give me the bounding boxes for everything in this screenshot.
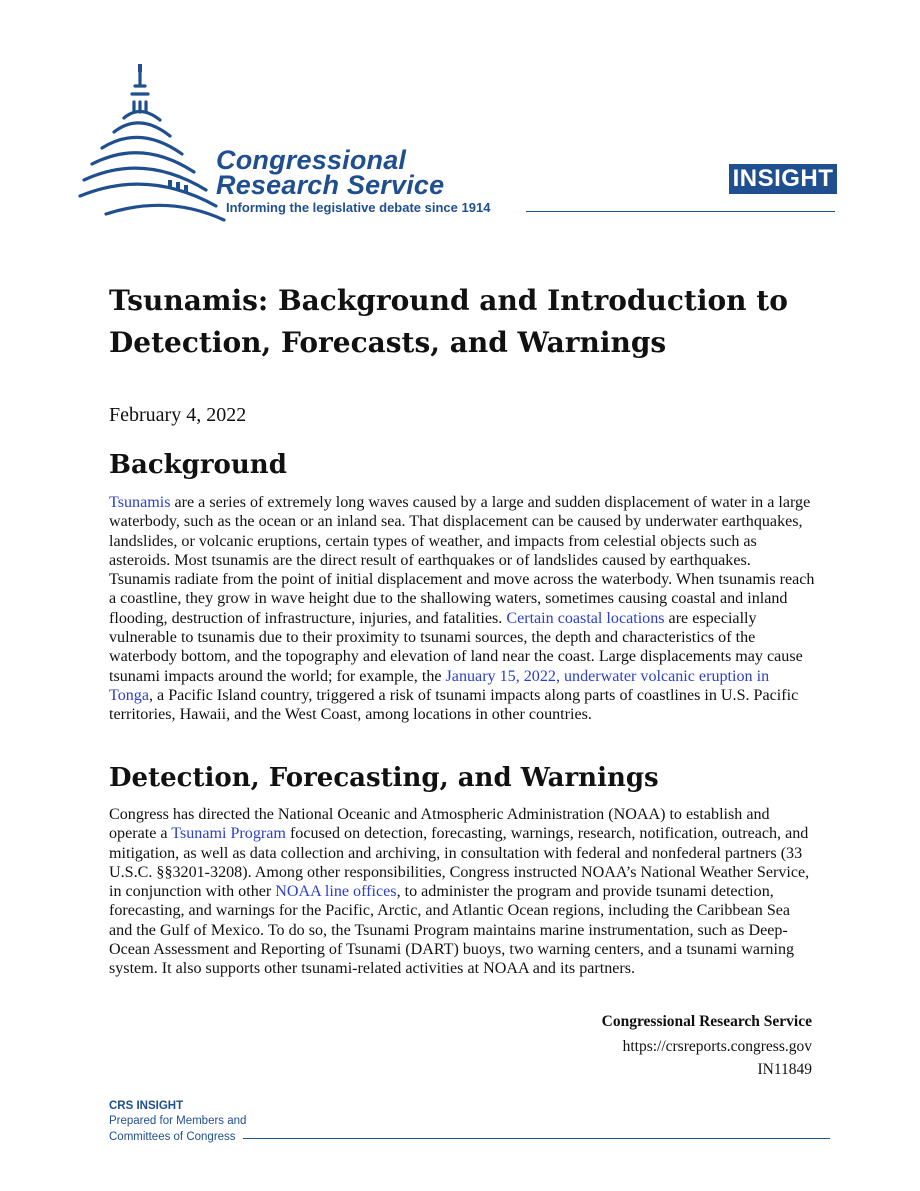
- link-tsunami-program[interactable]: Tsunami Program: [171, 825, 286, 843]
- capitol-dome-icon: [78, 64, 228, 224]
- tagline-rule: [526, 211, 835, 212]
- footer-rule: [243, 1138, 830, 1139]
- detection-paragraph: [109, 805, 815, 979]
- crs-logo: [78, 64, 538, 224]
- background-paragraph: [109, 493, 815, 725]
- footer-id: IN11849: [757, 1061, 812, 1078]
- footer-org: Congressional Research Service: [601, 1013, 812, 1030]
- link-tsunamis[interactable]: Tsunamis: [109, 494, 171, 511]
- logo-research-service: Research Service: [216, 170, 445, 200]
- logo-congressional: Congressional: [216, 145, 407, 175]
- prepared-line-2: Committees of Congress: [109, 1131, 236, 1143]
- insight-badge: INSIGHT: [729, 164, 837, 194]
- background-text-3: , a Pacific Island country, triggered a risk of tsunami impacts along parts of coastlines in U.S. Pacific territories, Hawaii, and the West Coast, among locations in other countries.: [109, 686, 799, 724]
- link-certain-coastal-locations[interactable]: Certain coastal locations: [506, 609, 665, 627]
- page-title: Tsunamis: Background and Introduction to Detection, Forecasts, and Warnings: [109, 284, 788, 359]
- background-heading: Background: [109, 450, 287, 480]
- background-text-1: are a series of extremely long waves caused by a large and sudden displacement of water in a large waterbody, such as the ocean or an inland sea. That displacement can be caused by underwater earthquakes, landslides, or volcanic eruptions, certain types of weather, and impacts from celestial objects such as asteroids. Most tsunamis are the direct result of earthquakes or of landslides caused by earthquakes. Tsunamis radiate from the point of initial displacement and move across the waterbody. When tsunamis reach a coastline, they grow in wave height due to the shallowing waters, sometimes causing coastal and inland flooding, destruction of infrastructure, injuries, and fatalities.: [109, 494, 815, 627]
- link-tonga-eruption[interactable]: January 15, 2022, underwater volcanic eruption in Tonga: [109, 667, 770, 704]
- background-text-2: are especially vulnerable to tsunamis due to their proximity to tsunami sources, the depth and characteristics of the waterbody bottom, and the topography and elevation of land near the coast. Large displacements may cause tsunami impacts around the world; for example, the: [109, 609, 803, 685]
- footer-url: https://crsreports.congress.gov: [622, 1038, 812, 1055]
- detection-text-2: focused on detection, forecasting, warnings, research, notification, outreach, and mitigation, as well as data collection and archiving, in consultation with federal and nonfederal partners (33 U.S.C. §§3201-3208). Among other responsibilities, Congress instructed NOAA’s National Weather Service, in conjunction with other: [109, 825, 810, 901]
- detection-text-3: , to administer the program and provide tsunami detection, forecasting, and warnings for the Pacific, Arctic, and Atlantic Ocean regions, including the Caribbean Sea and the Gulf of Mexico. To do so, the Tsunami Program maintains marine instrumentation, such as Deep-Ocean Assessment and Reporting of Tsunami (DART) buoys, two warning centers, and a tsunami warning system. It also supports other tsunami-related activities at NOAA and its partners.: [109, 883, 795, 978]
- link-noaa-line-offices[interactable]: NOAA line offices: [275, 883, 397, 901]
- detection-heading: Detection, Forecasting, and Warnings: [109, 763, 659, 793]
- detection-text-1: Congress has directed the National Oceanic and Atmospheric Administration (NOAA) to establish and operate a: [109, 806, 770, 843]
- publication-date: February 4, 2022: [109, 404, 247, 426]
- prepared-line-1: Prepared for Members and: [109, 1115, 247, 1127]
- logo-tagline: Informing the legislative debate since 1914: [226, 200, 491, 215]
- crs-insight-label: CRS INSIGHT: [109, 1100, 184, 1112]
